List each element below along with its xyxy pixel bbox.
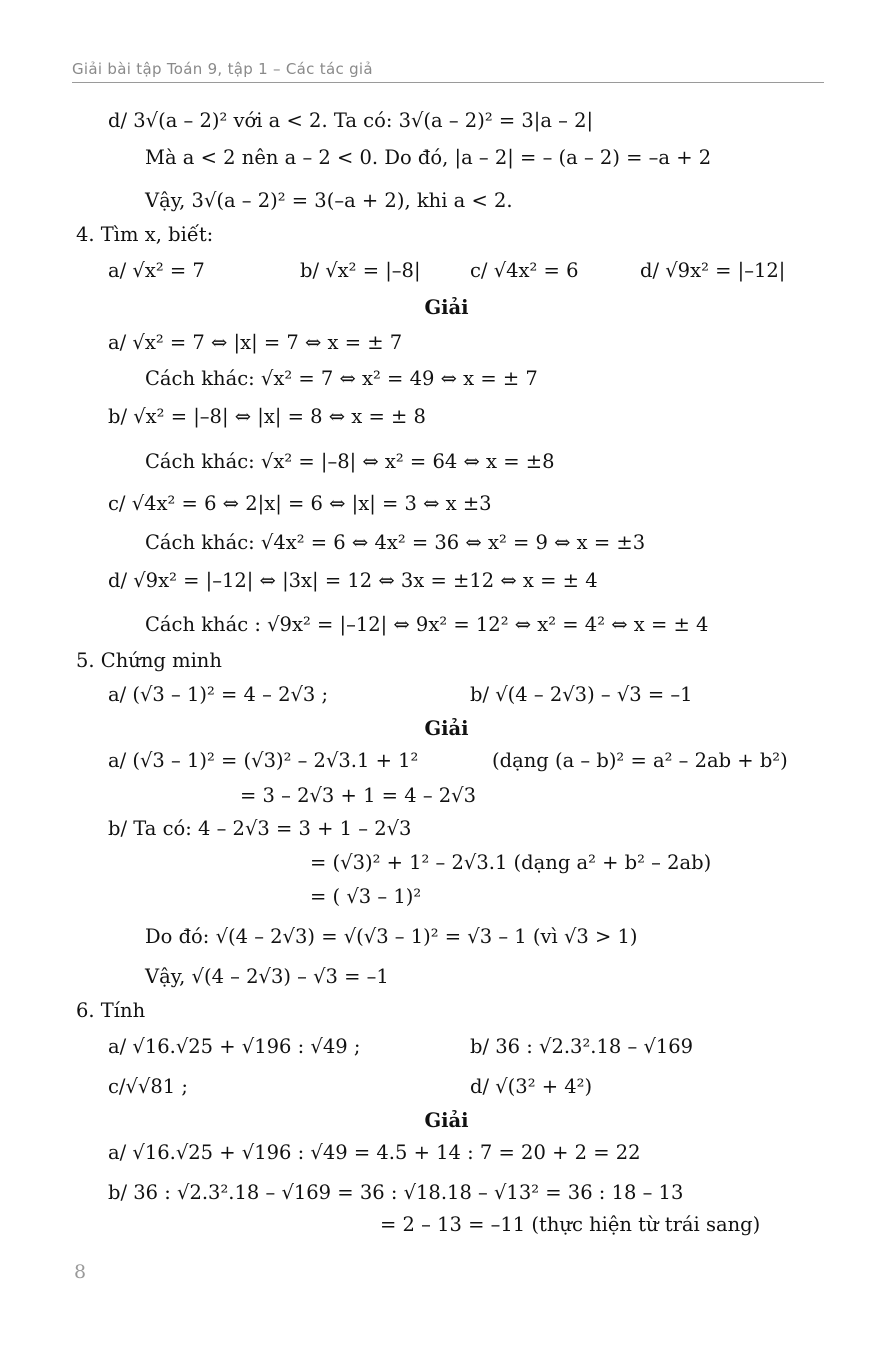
text-line: 4. Tìm x, biết: (76, 223, 214, 246)
text-line: a/ √16.√25 + √196 : √49 ; (108, 1035, 361, 1058)
section-heading: Giải (424, 717, 469, 740)
text-line: b/ √(4 – 2√3) – √3 = –1 (470, 683, 693, 706)
text-line: c/ √4x² = 6 ⇔ 2|x| = 6 ⇔ |x| = 3 ⇔ x ±3 (108, 492, 492, 515)
text-line: Vậy, √(4 – 2√3) – √3 = –1 (145, 965, 389, 988)
text-line: Mà a < 2 nên a – 2 < 0. Do đó, |a – 2| = – (a – 2) = –a + 2 (145, 146, 712, 169)
text-line: a/ √x² = 7 ⇔ |x| = 7 ⇔ x = ± 7 (108, 331, 403, 354)
text-line: b/ Ta có: 4 – 2√3 = 3 + 1 – 2√3 (108, 817, 412, 840)
text-line: b/ √x² = |–8| ⇔ |x| = 8 ⇔ x = ± 8 (108, 405, 426, 428)
text-line: a/ √16.√25 + √196 : √49 = 4.5 + 14 : 7 = 20 + 2 = 22 (108, 1141, 641, 1164)
text-line: Do đó: √(4 – 2√3) = √(√3 – 1)² = √3 – 1 (vì √3 > 1) (145, 925, 638, 948)
header-rule (72, 82, 824, 83)
text-line: Cách khác: √x² = 7 ⇔ x² = 49 ⇔ x = ± 7 (145, 367, 538, 390)
text-line: c/√√81 ; (108, 1075, 188, 1098)
text-line: Cách khác: √4x² = 6 ⇔ 4x² = 36 ⇔ x² = 9 ⇔ x = ±3 (145, 531, 646, 554)
text-line: d/ √(3² + 4²) (470, 1075, 593, 1098)
text-line: = 3 – 2√3 + 1 = 4 – 2√3 (240, 784, 476, 807)
text-line: Cách khác : √9x² = |–12| ⇔ 9x² = 12² ⇔ x² = 4² ⇔ x = ± 4 (145, 613, 709, 636)
text-line: b/ √x² = |–8| (300, 259, 421, 282)
text-line: d/ √9x² = |–12| ⇔ |3x| = 12 ⇔ 3x = ±12 ⇔ x = ± 4 (108, 569, 598, 592)
page-number: 8 (74, 1261, 87, 1283)
text-line: c/ √4x² = 6 (470, 259, 579, 282)
text-line: 5. Chứng minh (76, 649, 222, 672)
text-line: = (√3)² + 1² – 2√3.1 (dạng a² + b² – 2ab) (310, 851, 712, 874)
text-line: b/ 36 : √2.3².18 – √169 (470, 1035, 694, 1058)
text-line: (dạng (a – b)² = a² – 2ab + b²) (492, 749, 788, 772)
text-line: d/ 3√(a – 2)² với a < 2. Ta có: 3√(a – 2)² = 3|a – 2| (108, 109, 594, 132)
text-line: d/ √9x² = |–12| (640, 259, 786, 282)
text-line: a/ (√3 – 1)² = 4 – 2√3 ; (108, 683, 329, 706)
text-line: 6. Tính (76, 999, 146, 1022)
section-heading: Giải (424, 1109, 469, 1132)
section-heading: Giải (424, 296, 469, 319)
text-line: = 2 – 13 = –11 (thực hiện từ trái sang) (380, 1213, 761, 1236)
text-line: a/ (√3 – 1)² = (√3)² – 2√3.1 + 1² (108, 749, 419, 772)
text-line: a/ √x² = 7 (108, 259, 205, 282)
text-line: Cách khác: √x² = |–8| ⇔ x² = 64 ⇔ x = ±8 (145, 450, 555, 473)
page-header: Giải bài tập Toán 9, tập 1 – Các tác giả (72, 60, 373, 78)
text-line: b/ 36 : √2.3².18 – √169 = 36 : √18.18 – √13² = 36 : 18 – 13 (108, 1181, 684, 1204)
text-line: = ( √3 – 1)² (310, 885, 422, 908)
text-line: Vậy, 3√(a – 2)² = 3(–a + 2), khi a < 2. (145, 189, 513, 212)
